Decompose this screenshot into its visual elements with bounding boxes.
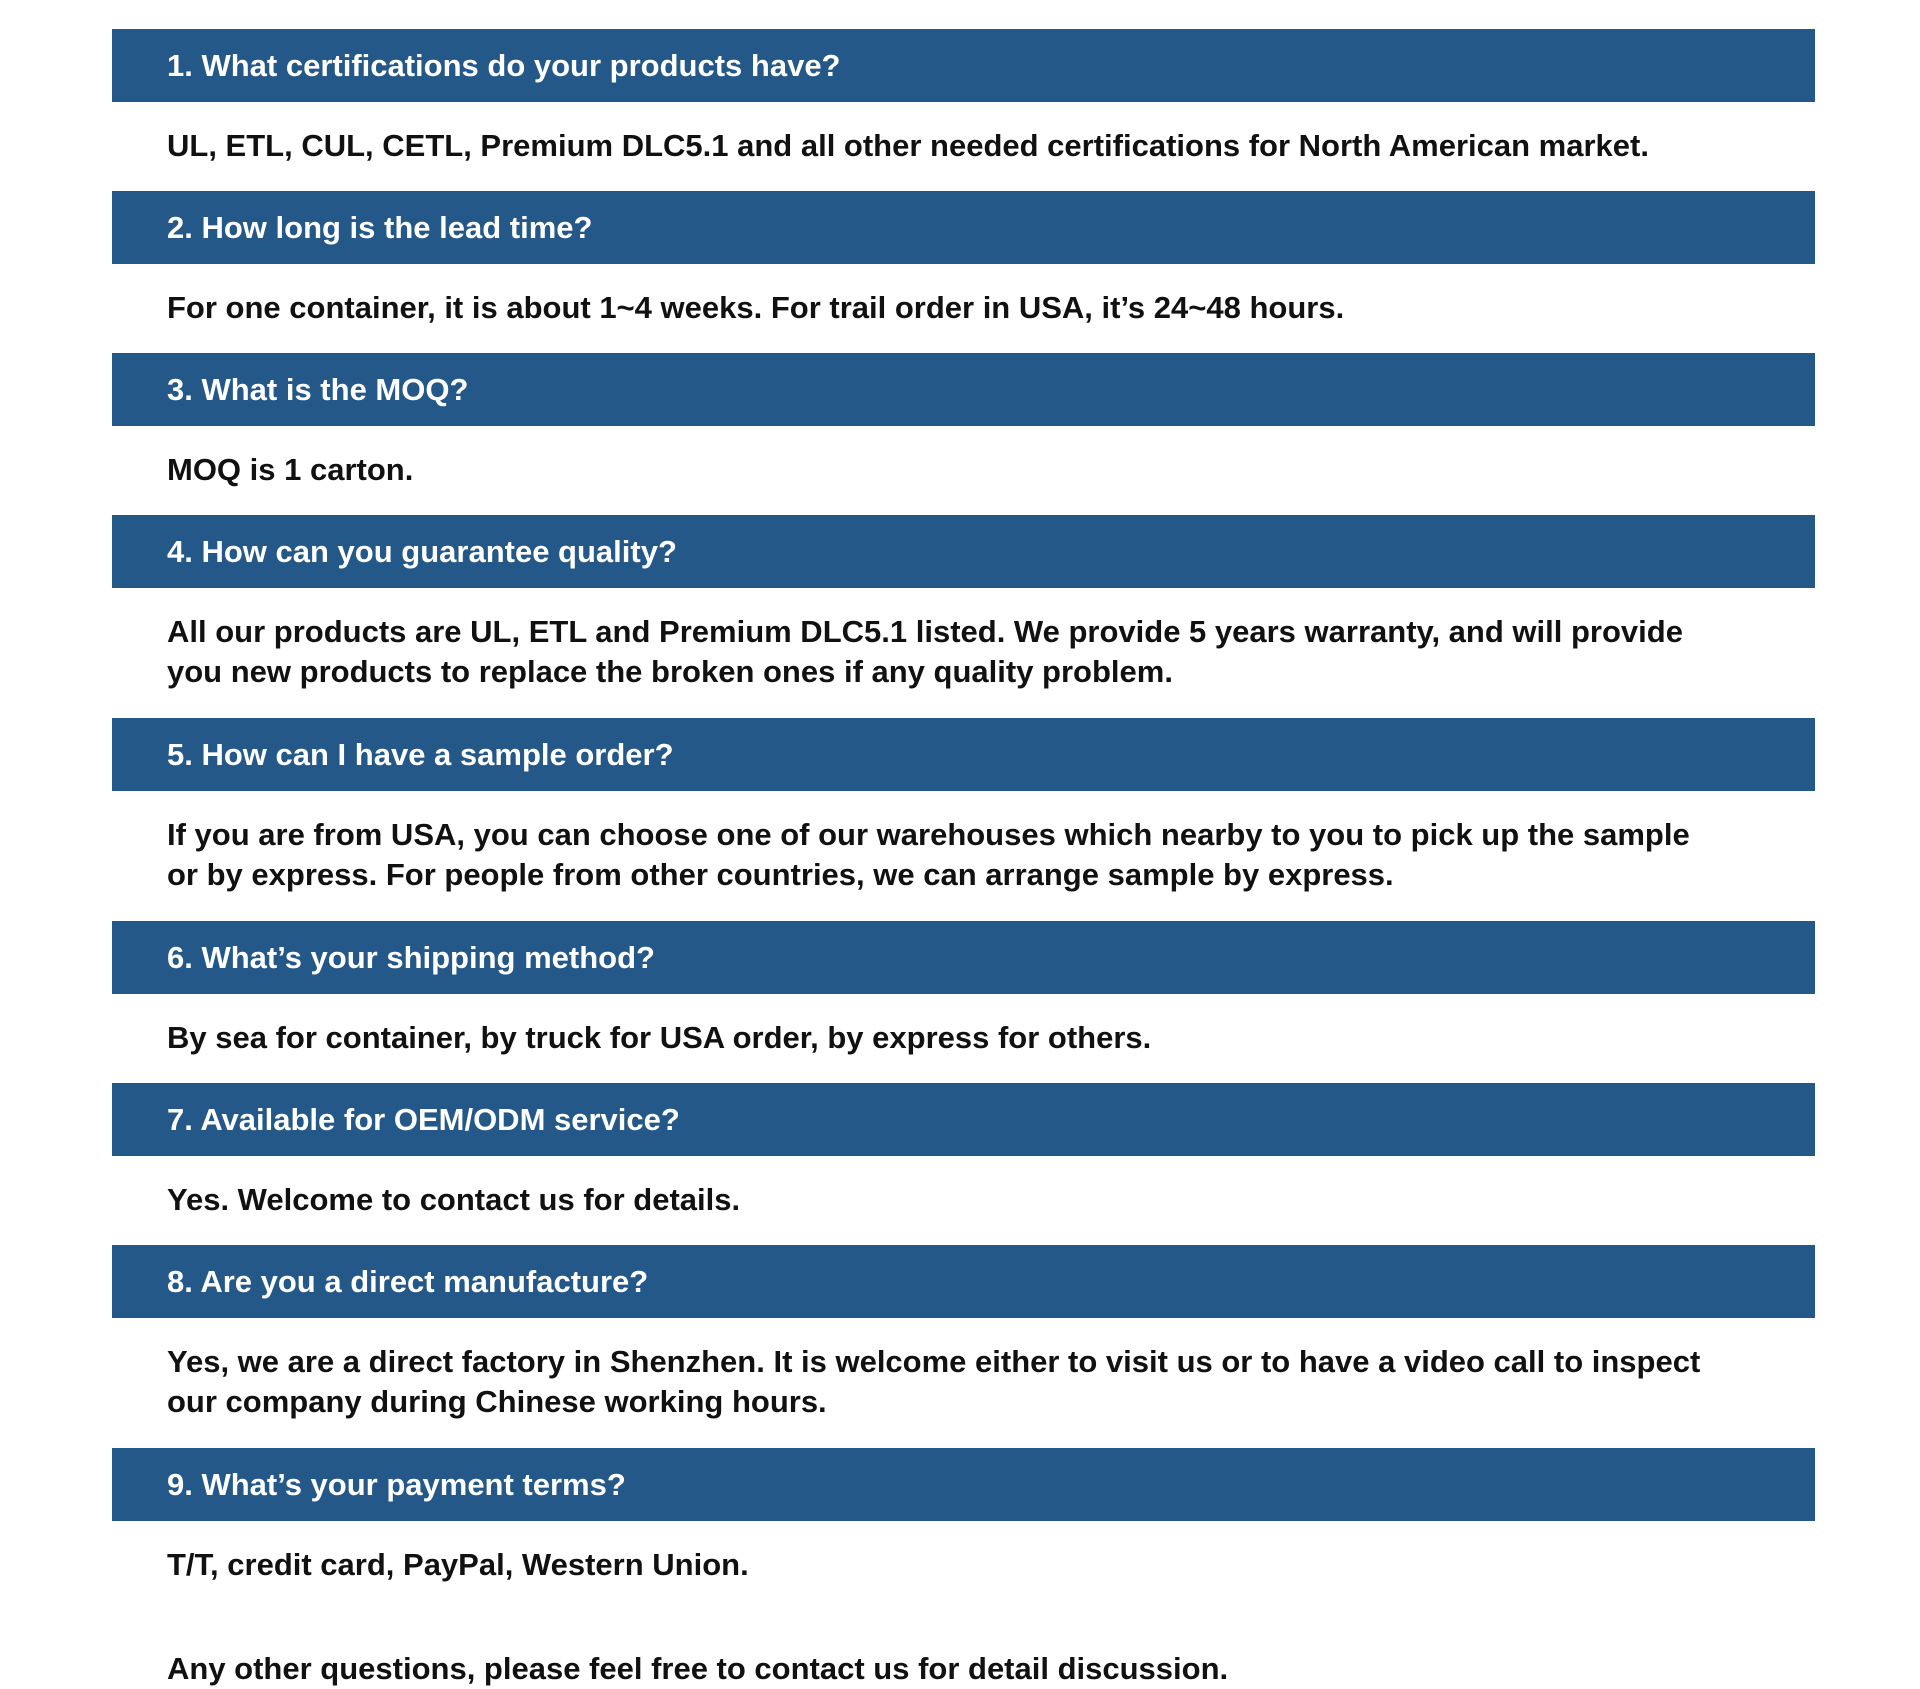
faq-question: 2. How long is the lead time? xyxy=(112,191,1815,264)
faq-answer: T/T, credit card, PayPal, Western Union. xyxy=(167,1547,749,1582)
faq-question: 7. Available for OEM/ODM service? xyxy=(112,1083,1815,1156)
faq-answer: By sea for container, by truck for USA order, by express for others. xyxy=(167,1020,1152,1055)
faq-answer: For one container, it is about 1~4 weeks. For trail order in USA, it’s 24~48 hours. xyxy=(167,290,1345,325)
faq-item xyxy=(112,718,1815,921)
faq-item xyxy=(112,353,1815,515)
faq-answer: UL, ETL, CUL, CETL, Premium DLC5.1 and all other needed certifications for North American market. xyxy=(167,128,1649,163)
faq-list xyxy=(112,29,1815,1689)
faq-item xyxy=(112,921,1815,1083)
faq-question: 8. Are you a direct manufacture? xyxy=(112,1245,1815,1318)
faq-answer: MOQ is 1 carton. xyxy=(167,452,414,487)
faq-item xyxy=(112,191,1815,353)
faq-item xyxy=(112,1448,1815,1610)
faq-answer: If you are from USA, you can choose one of our warehouses which nearby to you to pick up the sample or by express. For people from other countries, we can arrange sample by express. xyxy=(167,817,1690,892)
faq-item xyxy=(112,1083,1815,1245)
faq-question: 3. What is the MOQ? xyxy=(112,353,1815,426)
faq-question: 1. What certifications do your products have? xyxy=(112,29,1815,102)
faq-answer: Yes. Welcome to contact us for details. xyxy=(167,1182,741,1217)
faq-item xyxy=(112,515,1815,718)
faq-question: 4. How can you guarantee quality? xyxy=(112,515,1815,588)
closing-note: Any other questions, please feel free to contact us for detail discussion. xyxy=(167,1651,1229,1686)
faq-item xyxy=(112,29,1815,191)
faq-answer: Yes, we are a direct factory in Shenzhen. It is welcome either to visit us or to have a video call to inspect our company during Chinese working hours. xyxy=(167,1344,1701,1419)
faq-question: 5. How can I have a sample order? xyxy=(112,718,1815,791)
faq-question: 9. What’s your payment terms? xyxy=(112,1448,1815,1521)
faq-question: 6. What’s your shipping method? xyxy=(112,921,1815,994)
faq-item xyxy=(112,1245,1815,1448)
faq-answer: All our products are UL, ETL and Premium DLC5.1 listed. We provide 5 years warranty, and will provide you new products to replace the broken ones if any quality problem. xyxy=(167,614,1683,689)
